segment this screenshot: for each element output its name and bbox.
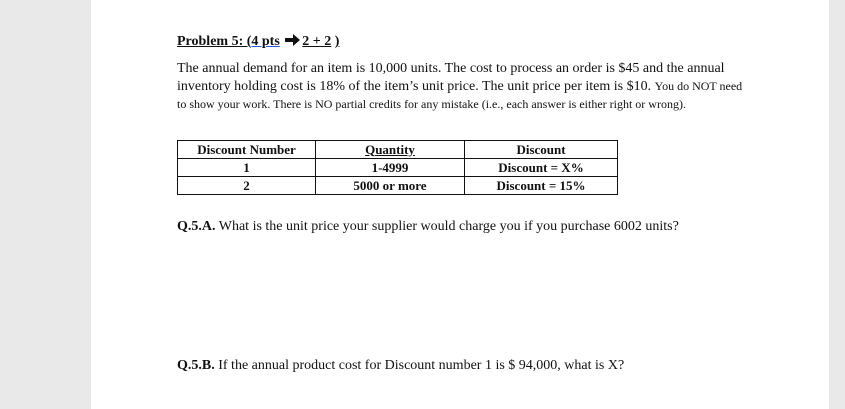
table-cell: 5000 or more xyxy=(316,177,465,195)
question-b xyxy=(177,358,624,374)
table-cell: 1 xyxy=(178,159,316,177)
problem-title-label: Problem 5: ( xyxy=(177,34,252,49)
right-arrow-icon xyxy=(285,34,300,46)
problem-breakdown: 2 + 2 xyxy=(302,34,332,49)
table-row xyxy=(178,177,618,195)
question-label: Q.5.A. xyxy=(177,219,216,234)
description-note: You do NOT need to show your work. There is NO partial credits for any mistake (i.e., each answer is either right or wrong). xyxy=(177,79,743,111)
table-cell: 2 xyxy=(178,177,316,195)
table-header-row xyxy=(178,141,618,159)
problem-title-close: ) xyxy=(334,34,340,49)
table-row xyxy=(178,159,618,177)
problem-title xyxy=(177,34,339,50)
problem-points: 4 pts xyxy=(251,34,280,49)
table-cell: 1-4999 xyxy=(316,159,465,177)
description-main: The annual demand for an item is 10,000 units. The cost to process an order is $45 and the annual inventory holding cost is 18% of the item’s unit price. The unit price per item is $10. xyxy=(177,61,725,94)
question-a xyxy=(177,219,679,235)
question-text: What is the unit price your supplier would charge you if you purchase 6002 units? xyxy=(218,219,679,234)
table-header: Discount xyxy=(465,141,618,159)
discount-table xyxy=(177,140,618,195)
question-text: If the annual product cost for Discount number 1 is $ 94,000, what is X? xyxy=(218,358,625,373)
question-label: Q.5.B. xyxy=(177,358,215,373)
problem-description xyxy=(177,60,749,114)
table-cell: Discount = 15% xyxy=(465,177,618,195)
table-header: Discount Number xyxy=(178,141,316,159)
document-page xyxy=(91,0,829,409)
table-cell: Discount = X% xyxy=(465,159,618,177)
table-header: Quantity xyxy=(316,141,465,159)
